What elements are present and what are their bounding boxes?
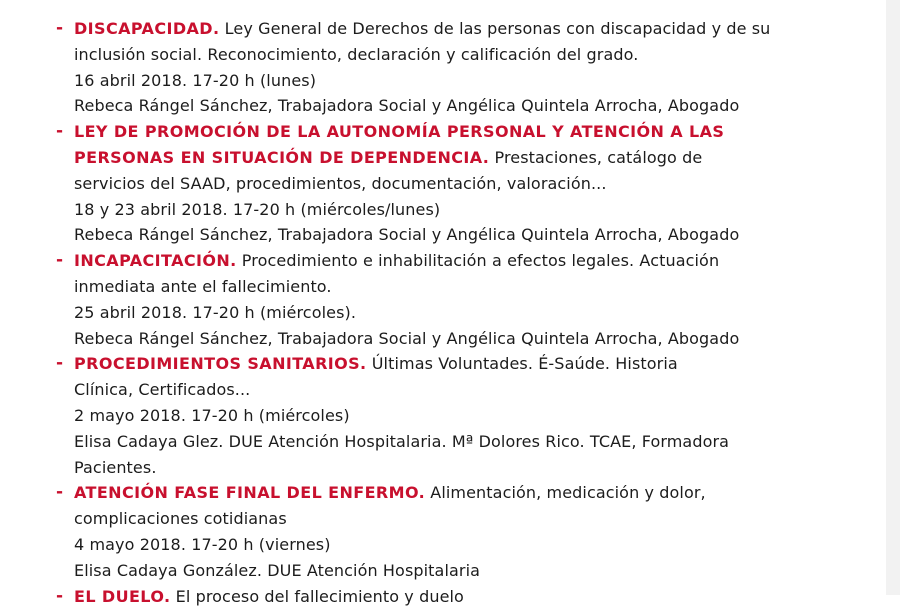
page-edge	[886, 0, 900, 595]
course-detail: Pacientes.	[74, 457, 157, 477]
text-line	[74, 119, 816, 145]
course-item	[56, 480, 816, 583]
course-detail: inclusión social. Reconocimiento, declaración y calificación del grado.	[74, 44, 639, 64]
text-line	[74, 42, 816, 68]
bullet-dash: -	[56, 121, 64, 142]
bullet-dash: -	[56, 18, 64, 38]
text-line	[74, 351, 816, 377]
text-line	[74, 222, 816, 248]
course-detail: Alimentación, medicación y dolor,	[425, 483, 706, 503]
course-detail: Últimas Voluntades. É-Saúde. Historia	[366, 354, 678, 374]
course-detail: 16 abril 2018. 17-20 h (lunes)	[74, 70, 317, 90]
text-line	[74, 326, 816, 352]
bullet-dash: -	[56, 585, 64, 606]
text-line	[74, 532, 816, 558]
course-topic: INCAPACITACIÓN.	[74, 251, 237, 271]
text-line	[74, 197, 816, 223]
course-topic: EL DUELO.	[74, 586, 171, 606]
text-line	[74, 16, 816, 42]
text-line	[74, 506, 816, 532]
text-line	[74, 93, 816, 119]
course-topic: DISCAPACIDAD.	[74, 19, 220, 38]
course-detail: 18 y 23 abril 2018. 17-20 h (miércoles/lunes)	[74, 199, 441, 219]
text-line	[74, 145, 816, 171]
course-item	[56, 119, 816, 248]
course-detail: Prestaciones, catálogo de	[489, 147, 703, 167]
course-list	[56, 16, 816, 609]
course-detail: Procedimiento e inhabilitación a efectos legales. Actuación	[236, 251, 720, 271]
course-detail: complicaciones cotidianas	[74, 509, 287, 529]
course-detail: 25 abril 2018. 17-20 h (miércoles).	[74, 302, 357, 322]
text-line	[74, 300, 816, 326]
bullet-dash: -	[56, 353, 64, 374]
course-detail: 2 mayo 2018. 17-20 h (miércoles)	[74, 405, 350, 425]
text-line	[74, 558, 816, 584]
course-topic: PERSONAS EN SITUACIÓN DE DEPENDENCIA.	[74, 147, 490, 167]
bullet-dash: -	[56, 250, 64, 271]
course-detail: Rebeca Rángel Sánchez, Trabajadora Social y Angélica Quintela Arrocha, Abogado	[74, 96, 740, 116]
course-detail: servicios del SAAD, procedimientos, documentación, valoración...	[74, 173, 607, 193]
course-topic: LEY DE PROMOCIÓN DE LA AUTONOMÍA PERSONAL Y ATENCIÓN A LAS	[74, 122, 725, 142]
course-detail: 4 mayo 2018. 17-20 h (viernes)	[74, 534, 331, 554]
course-item	[56, 351, 816, 480]
text-line	[74, 171, 816, 197]
course-detail: Rebeca Rángel Sánchez, Trabajadora Social y Angélica Quintela Arrocha, Abogado	[74, 328, 740, 348]
course-topic: PROCEDIMIENTOS SANITARIOS.	[74, 354, 367, 374]
text-line	[74, 274, 816, 300]
course-detail: El proceso del fallecimiento y duelo	[170, 586, 464, 606]
course-detail: inmediata ante el fallecimiento.	[74, 276, 332, 296]
text-line	[74, 68, 816, 94]
course-item	[56, 584, 816, 609]
bullet-dash: -	[56, 482, 64, 503]
course-detail: Clínica, Certificados...	[74, 380, 251, 400]
course-detail: Elisa Cadaya González. DUE Atención Hospitalaria	[74, 560, 481, 580]
course-detail: Rebeca Rángel Sánchez, Trabajadora Social y Angélica Quintela Arrocha, Abogado	[74, 225, 740, 245]
course-detail: Elisa Cadaya Glez. DUE Atención Hospitalaria. Mª Dolores Rico. TCAE, Formadora	[74, 431, 730, 451]
text-line	[74, 403, 816, 429]
text-line	[74, 480, 816, 506]
text-line	[74, 455, 816, 481]
course-topic: ATENCIÓN FASE FINAL DEL ENFERMO.	[74, 483, 426, 503]
text-line	[74, 584, 816, 609]
course-item	[56, 248, 816, 351]
course-item	[56, 16, 816, 119]
text-line	[74, 377, 816, 403]
text-line	[74, 429, 816, 455]
text-line	[74, 248, 816, 274]
course-detail: Ley General de Derechos de las personas con discapacidad y de su	[219, 19, 771, 38]
